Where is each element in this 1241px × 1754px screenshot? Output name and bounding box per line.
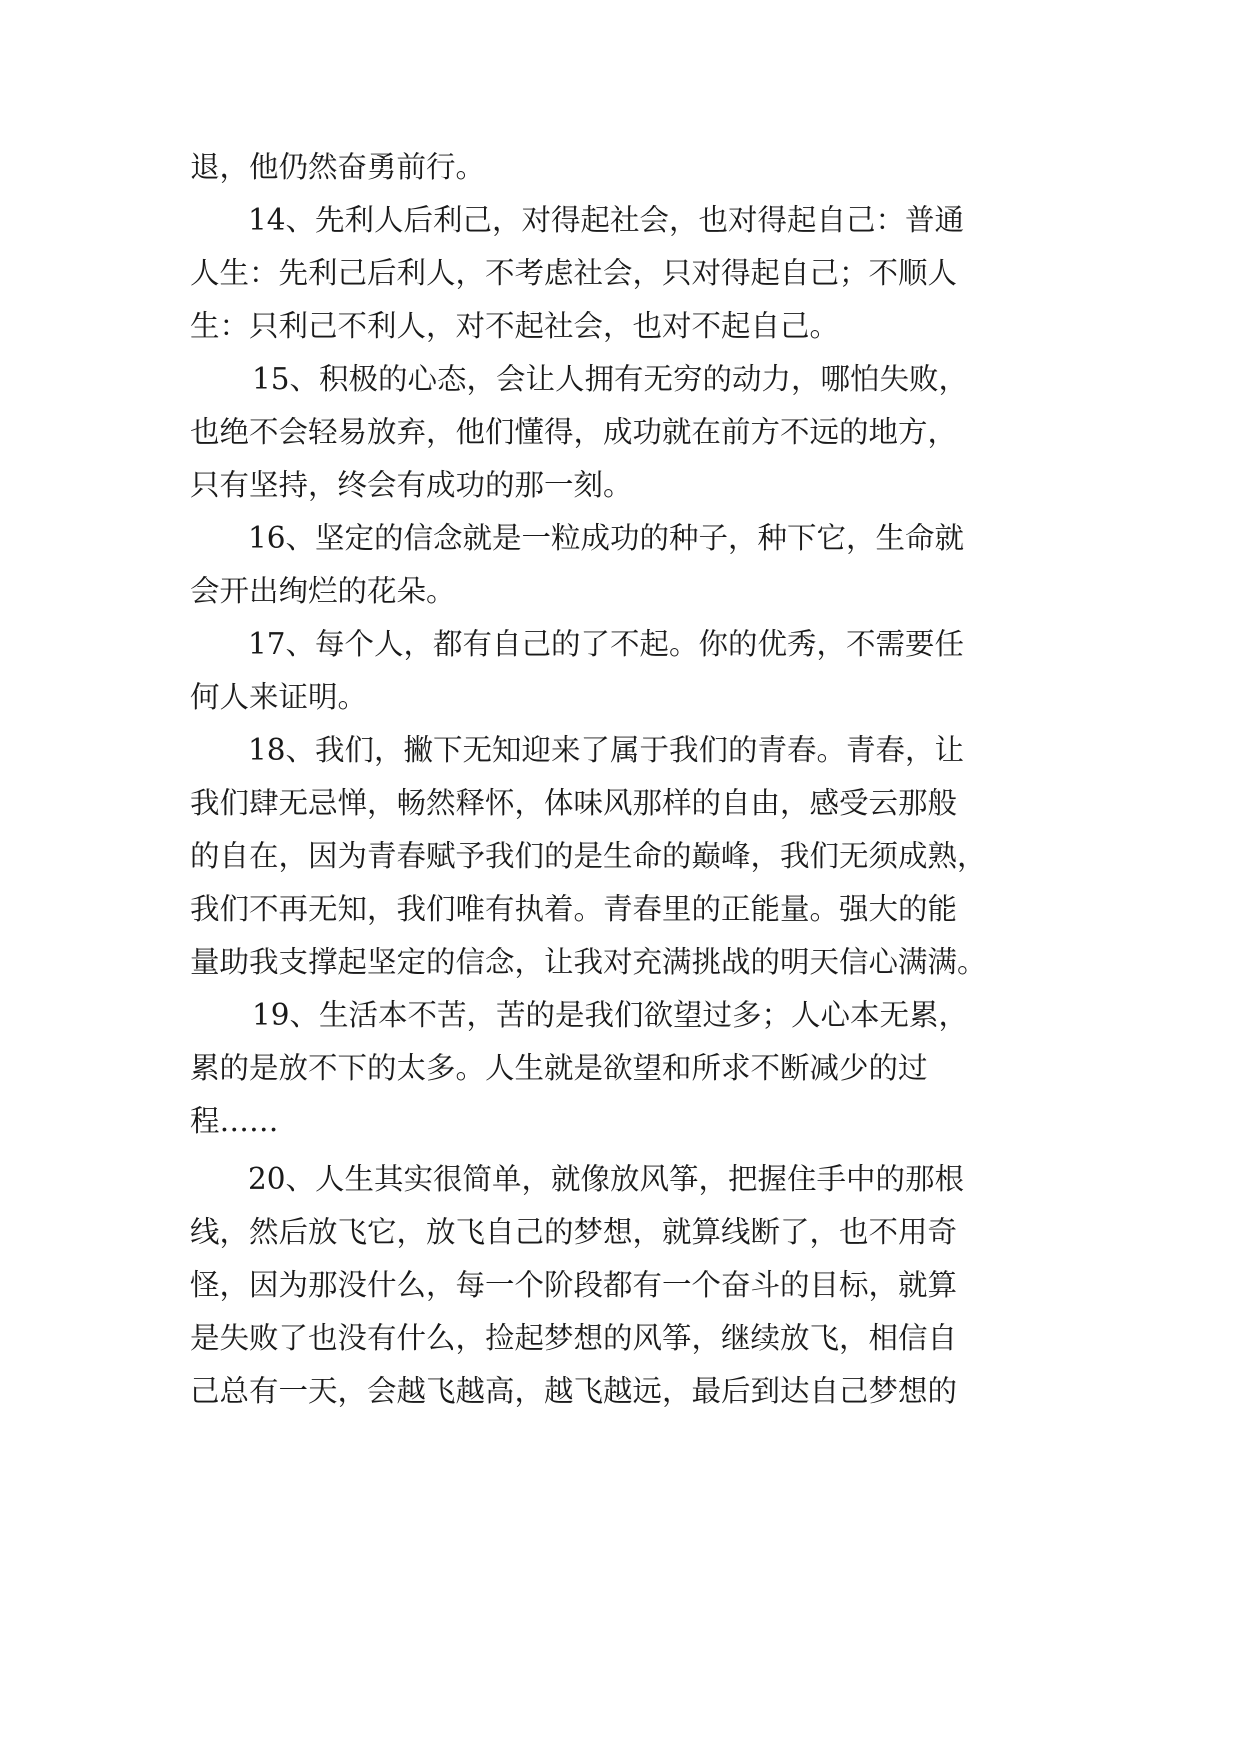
paragraph-15-line-2: 也绝不会轻易放弃，他们懂得，成功就在前方不远的地方， <box>190 415 958 449</box>
paragraph-14-line-1: 14、先利人后利己，对得起社会，也对得起自己：普通 <box>248 203 965 237</box>
paragraph-19-line-2: 累的是放不下的太多。人生就是欲望和所求不断减少的过 <box>190 1051 928 1085</box>
paragraph-18-line-1: 18、我们，撇下无知迎来了属于我们的青春。青春，让 <box>248 733 965 767</box>
paragraph-13-line-1: 退，他仍然奋勇前行。 <box>190 150 486 184</box>
paragraph-20-line-1: 20、人生其实很简单，就像放风筝，把握住手中的那根 <box>248 1162 965 1196</box>
paragraph-18-line-4: 我们不再无知，我们唯有执着。青春里的正能量。强大的能 <box>190 892 958 926</box>
paragraph-15-line-3: 只有坚持，终会有成功的那一刻。 <box>190 468 633 502</box>
paragraph-20-line-4: 是失败了也没有什么，捡起梦想的风筝，继续放飞，相信自 <box>190 1321 958 1355</box>
paragraph-14-line-2: 人生：先利己后利人，不考虑社会，只对得起自己；不顺人 <box>190 256 958 290</box>
paragraph-20-line-3: 怪，因为那没什么，每一个阶段都有一个奋斗的目标，就算 <box>190 1268 958 1302</box>
paragraph-16-line-2: 会开出绚烂的花朵。 <box>190 574 456 608</box>
paragraph-20-line-2: 线，然后放飞它，放飞自己的梦想，就算线断了，也不用奇 <box>190 1215 958 1249</box>
paragraph-18-line-2: 我们肆无忌惮，畅然释怀，体味风那样的自由，感受云那般 <box>190 786 958 820</box>
paragraph-15-line-1: 15、积极的心态，会让人拥有无穷的动力，哪怕失败， <box>252 362 969 396</box>
paragraph-18-line-5: 量助我支撑起坚定的信念，让我对充满挑战的明天信心满满。 <box>190 945 987 979</box>
paragraph-17-line-2: 何人来证明。 <box>190 680 368 714</box>
paragraph-19-line-3: 程…… <box>190 1104 279 1138</box>
paragraph-18-line-3: 的自在，因为青春赋予我们的是生命的巅峰，我们无须成熟， <box>190 839 987 873</box>
paragraph-19-line-1: 19、生活本不苦，苦的是我们欲望过多；人心本无累， <box>252 998 969 1032</box>
paragraph-16-line-1: 16、坚定的信念就是一粒成功的种子，种下它，生命就 <box>248 521 965 555</box>
paragraph-20-line-5: 己总有一天，会越飞越高，越飞越远，最后到达自己梦想的 <box>190 1374 958 1408</box>
paragraph-17-line-1: 17、每个人，都有自己的了不起。你的优秀，不需要任 <box>248 627 965 661</box>
paragraph-14-line-3: 生：只利己不利人，对不起社会，也对不起自己。 <box>190 309 840 343</box>
